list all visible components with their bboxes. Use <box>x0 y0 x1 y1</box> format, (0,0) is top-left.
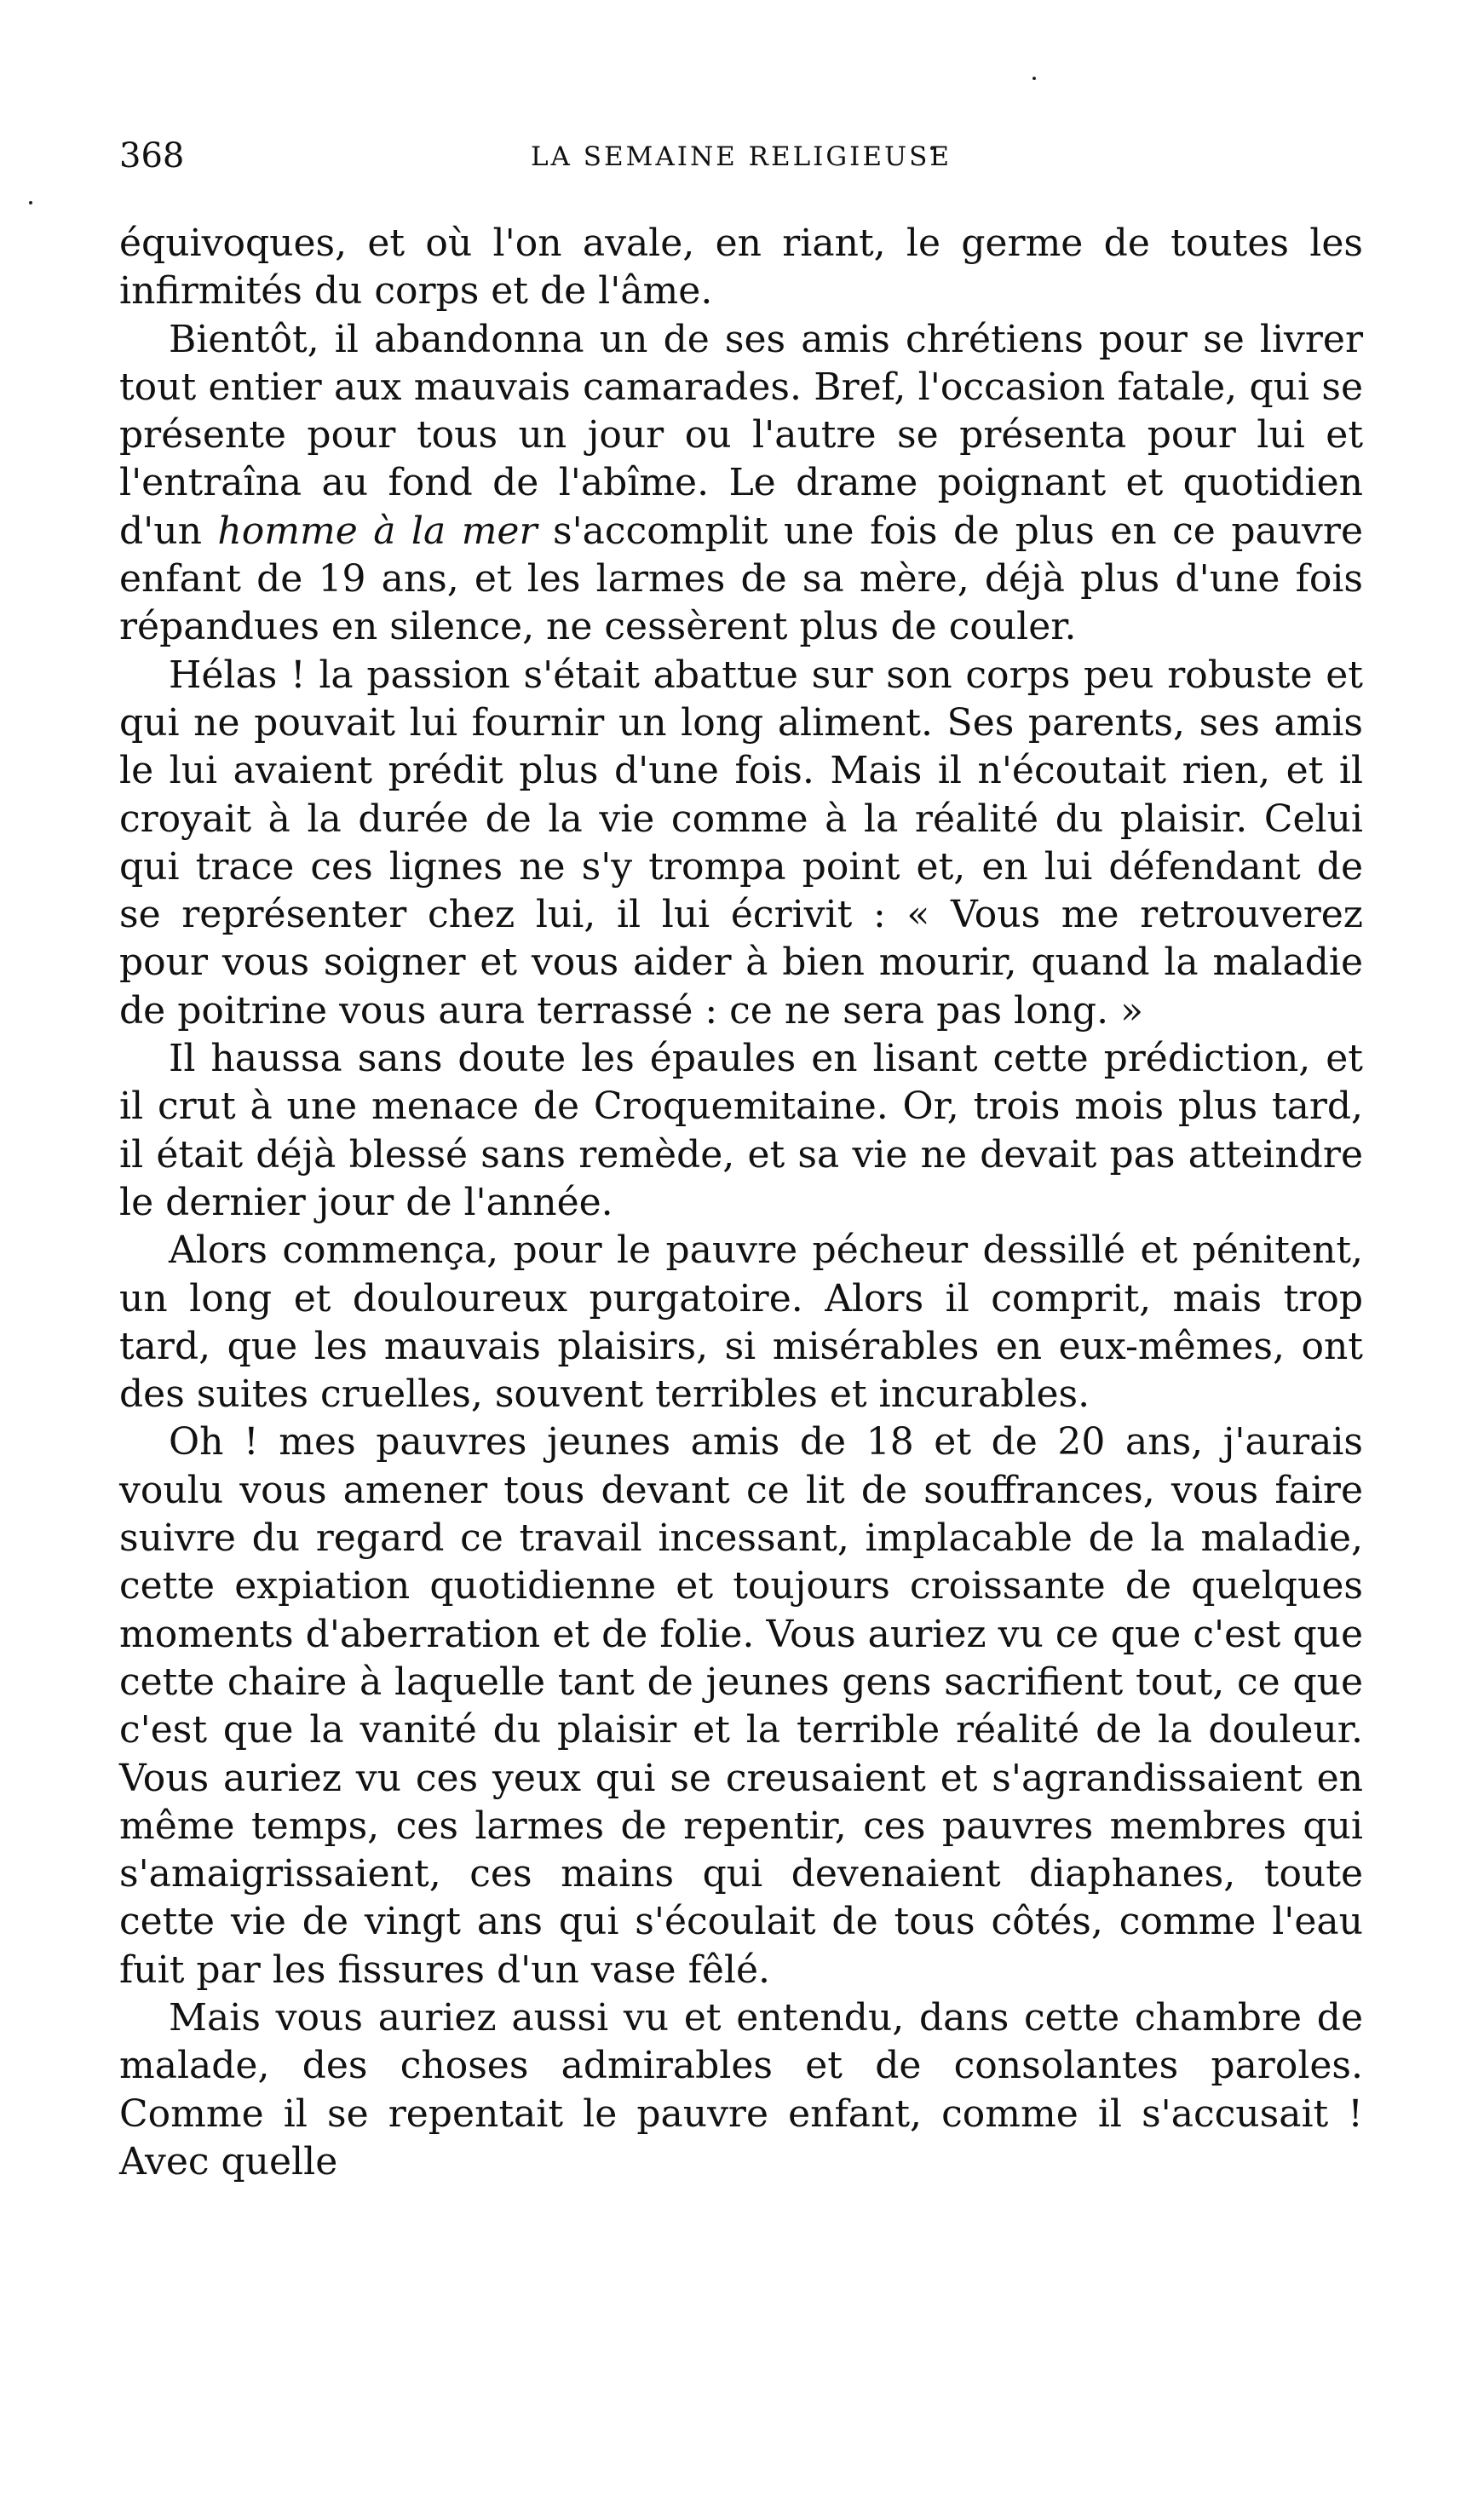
italic-phrase: homme à la mer <box>217 509 538 553</box>
paragraph: Oh ! mes pauvres jeunes amis de 18 et de 20 ans, j'aurais voulu vous amener tous devant ce lit de souffrances, vous faire suivre du regard ce travail incessant, implacable de la maladie, cette expiation quotidienne et toujours croissante de quelques moments d'aberration et de folie. Vous auriez vu ce que c'est que cette chaire à laquelle tant de jeunes gens sacrifient tout, ce que c'est que la vanité du plaisir et la terrible réalité de la douleur. Vous auriez vu ces yeux qui se creusaient et s'agrandissaient en même temps, ces larmes de repentir, ces pauvres membres qui s'amaigrissaient, ces mains qui devenaient diaphanes, toute cette vie de vingt ans qui s'écoulait de tous côtés, comme l'eau fuit par les fissures d'un vase fêlé. <box>119 1420 1363 1992</box>
page-number: 368 <box>119 136 185 175</box>
paragraph: Hélas ! la passion s'était abattue sur son corps peu robuste et qui ne pouvait lui fournir un long aliment. Ses parents, ses amis le lui avaient prédit plus d'une fois. Mais il n'écoutait rien, et il croyait à la durée de la vie comme à la réalité du plaisir. Celui qui trace ces lignes ne s'y trompa point et, en lui défendant de se représenter chez lui, il lui écrivit : « Vous me retrouverez pour vous soigner et vous aider à bien mourir, quand la maladie de poitrine vous aura terrassé : ce ne sera pas long. » <box>119 653 1363 1033</box>
paragraph-continued: équivoques, et où l'on avale, en riant, le germe de toutes les infirmités du corps et de l'âme. <box>119 222 1363 314</box>
paragraph-text: Bientôt, il abandonna un de ses amis chrétiens pour se livrer tout entier aux mauvais camarades. Bref, l'occasion fatale, qui se présente pour tous un jour ou l'autre se présenta pour lui et l'entraîna au fond de l'abîme. Le drame poignant et quotidien d'un <box>119 317 1363 553</box>
print-speck <box>29 201 32 204</box>
print-speck <box>1032 77 1036 80</box>
paragraph: Alors commença, pour le pauvre pécheur dessillé et pénitent, un long et douloureux purgatoire. Alors il comprit, mais trop tard, que les mauvais plaisirs, si misérables en eux-mêmes, ont des suites cruelles, souvent terribles et incurables. <box>119 1228 1363 1417</box>
paragraph: Mais vous auriez aussi vu et entendu, dans cette chambre de malade, des choses admirables et de consolantes paroles. Comme il se repentait le pauvre enfant, comme il s'accusait ! Avec quelle <box>119 1995 1363 2183</box>
book-page <box>119 136 1363 2186</box>
paragraph <box>119 316 1363 652</box>
running-title: LA SEMAINE RELIGIEUSE <box>530 141 952 172</box>
paragraph: Il haussa sans doute les épaules en lisant cette prédiction, et il crut à une menace de Croquemitaine. Or, trois mois plus tard, il était déjà blessé sans remède, et sa vie ne devait pas atteindre le dernier jour de l'année. <box>119 1037 1363 1224</box>
body-text <box>119 220 1363 2186</box>
paragraph-text: s'accomplit une fois de plus en ce pauvre enfant de 19 ans, et les larmes de sa mère, déjà plus d'une fois répandues en silence, ne cessèrent plus de couler. <box>119 509 1363 649</box>
running-head <box>119 136 1363 204</box>
